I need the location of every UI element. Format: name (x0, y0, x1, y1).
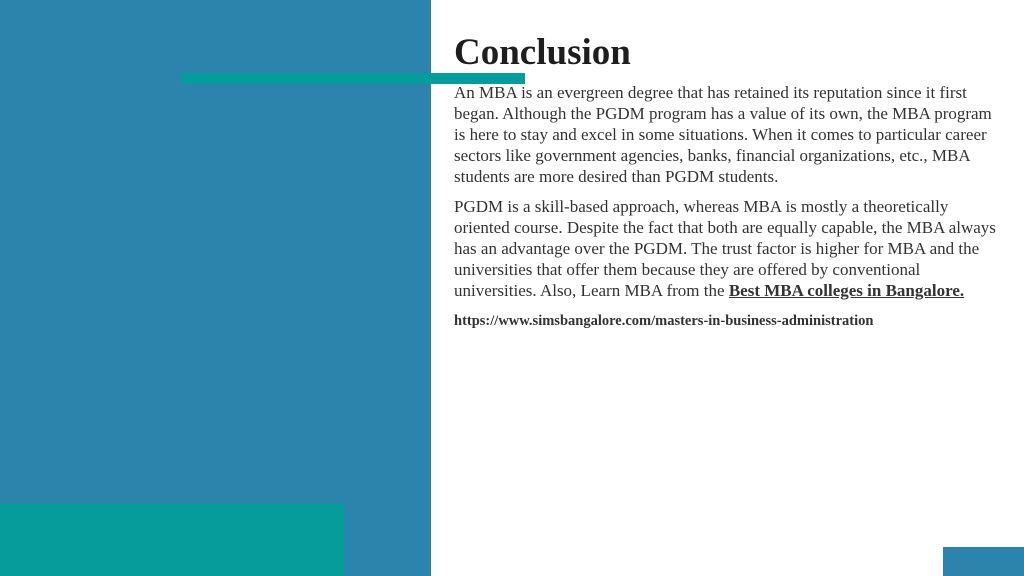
paragraph-1: An MBA is an evergreen degree that has retained its reputation since it first began. Although the PGDM program has a value of its own, the MBA program is here to stay and excel in some situations. When it comes to particular career sectors like government agencies, banks, financial organizations, etc., MBA students are more desired than PGDM students. (454, 83, 992, 186)
source-url: https://www.simsbangalore.com/masters-in-business-administration (454, 313, 874, 329)
paragraph-2 (454, 196, 999, 301)
left-decorative-panel (0, 0, 431, 576)
bottom-right-accent-block (943, 547, 1024, 576)
paragraph-2-text: PGDM is a skill-based approach, whereas MBA is mostly a theoretically oriented course. Despite the fact that both are equally capable, the MBA always has an advantage over the PGDM. The trust factor is higher for MBA and the universities that offer them because they are offered by conventional universities. Also, Learn MBA from the (454, 197, 996, 300)
slide-title: Conclusion (454, 32, 631, 73)
content-area (454, 30, 999, 331)
bottom-left-accent-block (0, 504, 344, 576)
best-mba-colleges-link[interactable]: Best MBA colleges in Bangalore. (728, 281, 965, 300)
